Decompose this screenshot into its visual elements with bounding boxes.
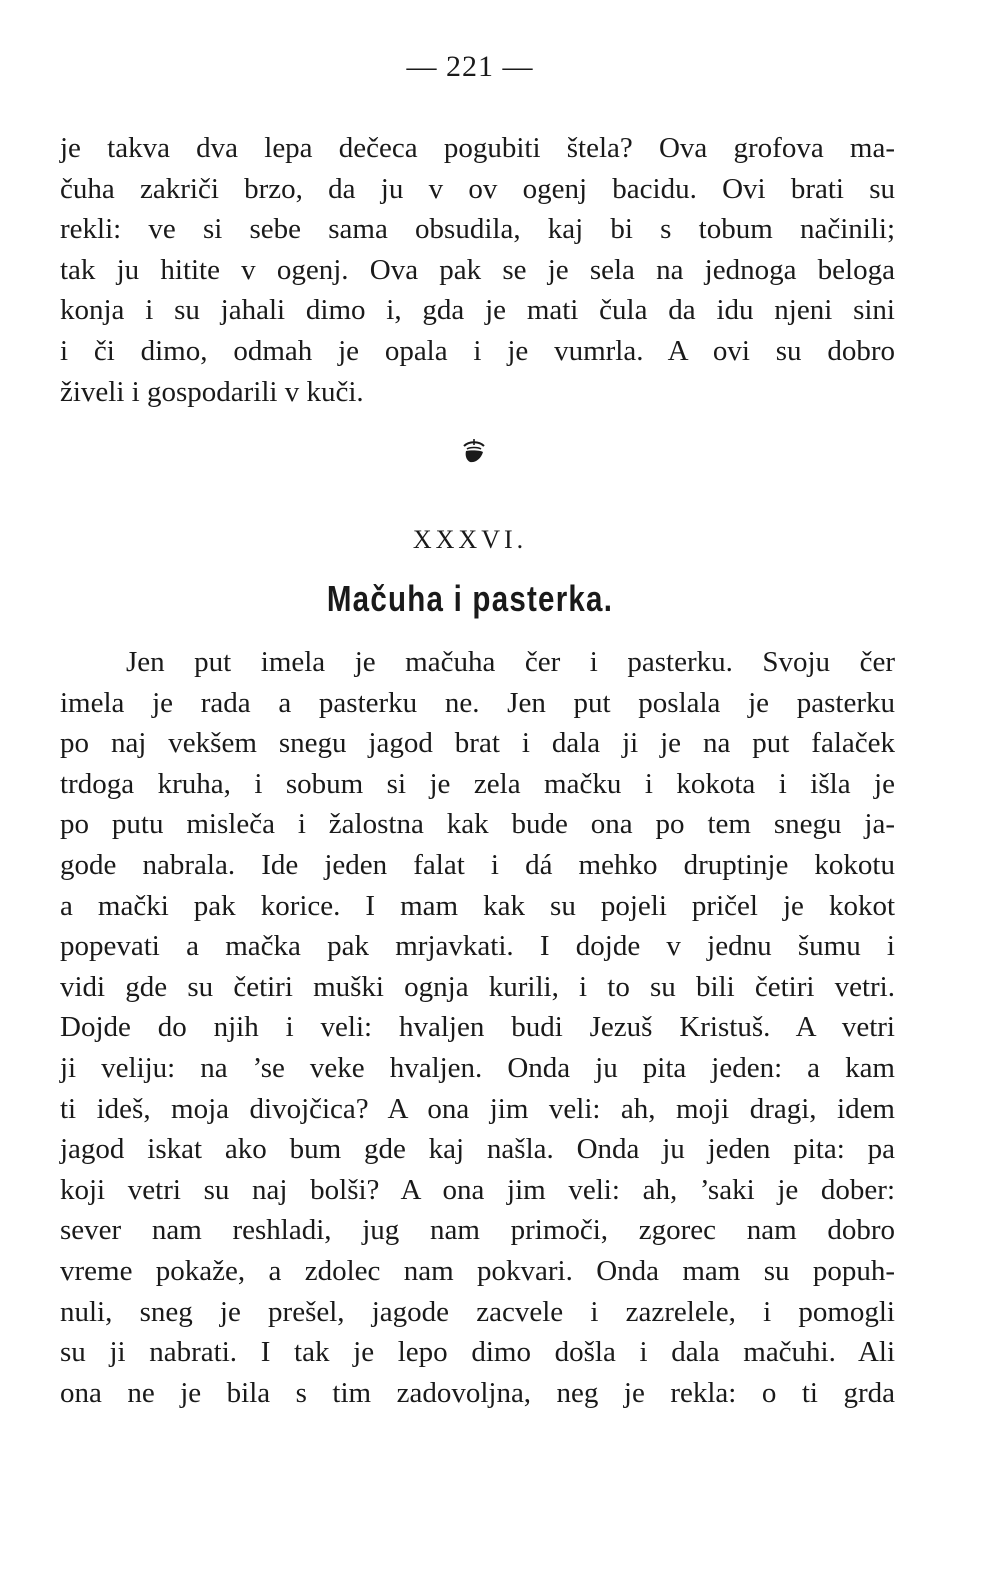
text-line: koji vetri su naj bolši? A ona jim veli: ah, ’saki je dober: xyxy=(60,1173,895,1206)
text-line: Dojde do njih i veli: hvaljen budi Jezuš Kristuš. A vetri xyxy=(60,1011,895,1044)
text-line: gode nabrala. Ide jeden falat i dá mehko druptinje kokotu xyxy=(60,848,895,881)
text-line: jagod iskat ako bum gde kaj našla. Onda ju jeden pita: pa xyxy=(60,1133,895,1166)
text-line: trdoga kruha, i sobum si je zela mačku i kokota i išla je xyxy=(60,767,895,800)
text-line: nuli, sneg je prešel, jagode zacvele i zazrelele, i pomogli xyxy=(60,1295,895,1328)
text-line: sever nam reshladi, jug nam primoči, zgorec nam dobro xyxy=(60,1214,895,1247)
leaf-ornament-icon xyxy=(461,437,487,465)
paragraph-2 xyxy=(60,642,895,1413)
paragraph-1 xyxy=(60,128,895,412)
text-line: konja i su jahali dimo i, gda je mati čula da idu njeni sini xyxy=(60,294,895,327)
page-number: — 221 — xyxy=(406,50,534,83)
text-line: tak ju hitite v ogenj. Ova pak se je sela na jednoga beloga xyxy=(60,253,895,286)
text-line: čuha zakriči brzo, da ju v ov ogenj bacidu. Ovi brati su xyxy=(60,172,895,205)
text-line: su ji nabrati. I tak je lepo dimo došla i dala mačuhi. Ali xyxy=(60,1336,895,1369)
text-line: i či dimo, odmah je opala i je vumrla. A ovi su dobro xyxy=(60,334,895,367)
text-line: živeli i gospodarili v kuči. xyxy=(60,375,364,408)
text-line: ji veliju: na ’se veke hvaljen. Onda ju pita jeden: a kam xyxy=(60,1051,895,1084)
text-line: ona ne je bila s tim zadovoljna, neg je rekla: o ti grda xyxy=(60,1376,895,1409)
text-line: vidi gde su četiri muški ognja kurili, i to su bili četiri vetri. xyxy=(60,970,895,1003)
chapter-number: XXXVI. xyxy=(412,525,528,554)
chapter-title: Mačuha i pasterka. xyxy=(326,578,614,619)
text-line: a mački pak korice. I mam kak su pojeli pričel je kokot xyxy=(60,889,895,922)
text-line: ti ideš, moja divojčica? A ona jim veli: ah, moji dragi, idem xyxy=(60,1092,895,1125)
text-line: rekli: ve si sebe sama obsudila, kaj bi s tobum načinili; xyxy=(60,213,895,246)
text-line: po naj vekšem snegu jagod brat i dala ji je na put falaček xyxy=(60,727,895,760)
text-line: popevati a mačka pak mrjavkati. I dojde v jednu šumu i xyxy=(60,930,895,963)
text-line: vreme pokaže, a zdolec nam pokvari. Onda mam su popuh- xyxy=(60,1254,895,1287)
text-line: imela je rada a pasterku ne. Jen put poslala je pasterku xyxy=(60,686,895,719)
text-line: po putu misleča i žalostna kak bude ona po tem snegu ja- xyxy=(60,808,895,841)
text-line: je takva dva lepa dečeca pogubiti štela? Ova grofova ma- xyxy=(60,132,895,164)
text-line: Jen put imela je mačuha čer i pasterku. Svoju čer xyxy=(126,646,895,678)
